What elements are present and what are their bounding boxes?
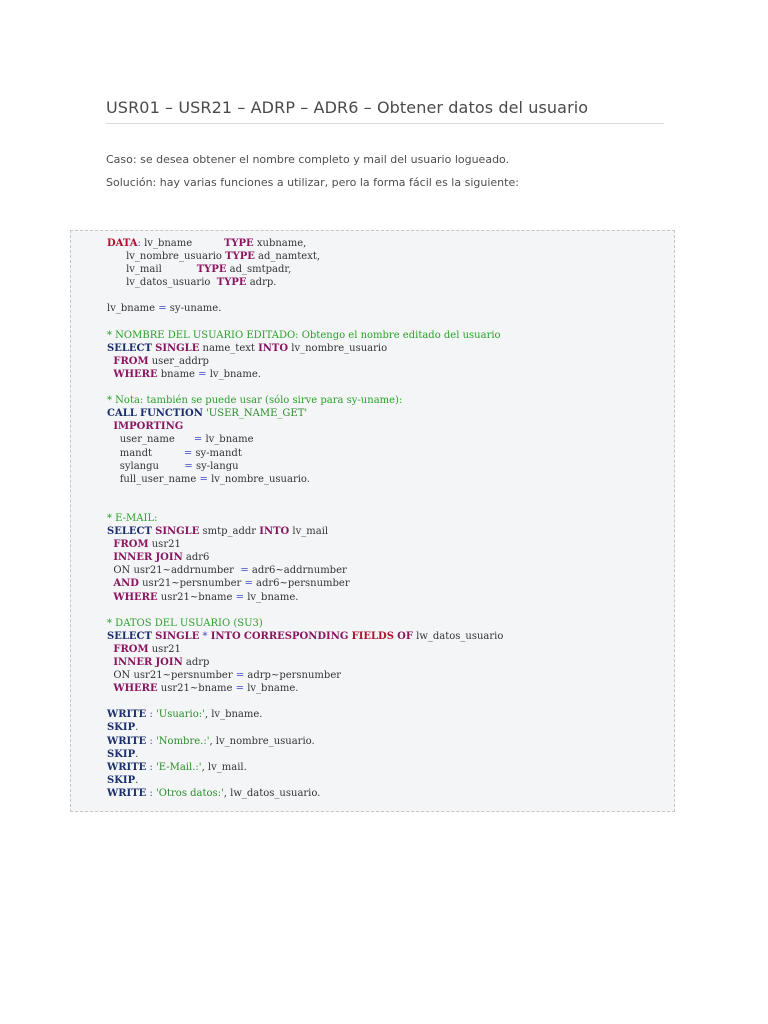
code-token: = xyxy=(183,447,193,459)
code-token: SKIP xyxy=(107,774,136,786)
code-token: = xyxy=(198,368,207,380)
code-token: user_name xyxy=(107,434,194,446)
code-token: SINGLE xyxy=(155,526,200,538)
code-line xyxy=(107,748,503,761)
code-token: : xyxy=(149,787,153,799)
code-token: lw_datos_usuario xyxy=(412,630,504,642)
code-line xyxy=(107,368,503,381)
code-token: xubname, xyxy=(253,238,307,249)
code-token: , lv_bname. xyxy=(204,709,263,721)
code-token: = xyxy=(235,683,245,695)
code-token: ON usr21~addrnumber xyxy=(107,565,241,577)
code-token: WHERE xyxy=(113,368,158,380)
code-token: 'Usuario:' xyxy=(156,709,205,721)
code-line xyxy=(107,630,503,643)
code-token: INTO xyxy=(258,342,289,354)
code-token: mandt xyxy=(107,447,184,459)
code-token: 'E-Mail.:' xyxy=(156,761,202,773)
code-line xyxy=(107,289,503,302)
code-token: * xyxy=(202,630,208,642)
code-line xyxy=(107,695,503,708)
code-token: = xyxy=(244,578,253,590)
code-token: = xyxy=(235,591,245,603)
code-line xyxy=(107,447,503,460)
code-token: sy-langu xyxy=(192,460,239,472)
code-line xyxy=(107,721,503,734)
code-token: lv_mail xyxy=(107,264,197,276)
code-token: adr6 xyxy=(182,552,210,564)
code-token: ad_namtext, xyxy=(254,251,321,263)
solution-paragraph: Solución: hay varias funciones a utilizar, pero la forma fácil es la siguiente: xyxy=(106,176,519,189)
code-token: ad_smtpadr, xyxy=(226,264,292,276)
code-token: : xyxy=(137,238,141,249)
code-token: INNER xyxy=(113,552,153,564)
code-token: INTO xyxy=(259,526,290,538)
code-token: adrp. xyxy=(246,277,277,289)
code-line xyxy=(107,669,503,682)
code-token: JOIN xyxy=(155,657,183,668)
code-listing xyxy=(107,237,503,800)
code-token: WHERE xyxy=(113,591,158,603)
code-token: 'Nombre.:' xyxy=(156,735,210,747)
code-token: = xyxy=(199,473,208,485)
code-token: : xyxy=(149,709,153,721)
code-token: = xyxy=(240,565,249,577)
code-line xyxy=(107,407,503,420)
code-token: WHERE xyxy=(113,683,158,695)
code-token: usr21~persnumber xyxy=(138,578,245,590)
code-token: DATA xyxy=(107,238,138,249)
code-line xyxy=(107,433,503,446)
code-token: full_user_name xyxy=(107,473,200,485)
code-token: CORRESPONDING xyxy=(243,630,349,642)
code-token: SELECT xyxy=(107,630,152,642)
code-line xyxy=(107,538,503,551)
code-token: . xyxy=(135,722,139,734)
code-token: WRITE xyxy=(107,735,147,747)
code-token: lv_nombre_usuario. xyxy=(207,473,310,485)
code-token: TYPE xyxy=(225,251,255,263)
code-token: sy-uname. xyxy=(166,303,222,315)
code-token: SKIP xyxy=(107,748,136,760)
code-token: . xyxy=(135,774,139,786)
code-token: lv_nombre_usuario xyxy=(107,251,226,263)
page-title: USR01 – USR21 – ADRP – ADR6 – Obtener datos del usuario xyxy=(106,98,664,124)
code-token: : xyxy=(149,735,153,747)
code-line xyxy=(107,237,503,250)
code-line xyxy=(107,774,503,787)
code-line xyxy=(107,761,503,774)
code-token: JOIN xyxy=(155,552,183,564)
code-line xyxy=(107,643,503,656)
code-line xyxy=(107,512,503,525)
code-block xyxy=(70,230,675,812)
code-token: FIELDS xyxy=(351,630,394,642)
code-line xyxy=(107,460,503,473)
code-line xyxy=(107,735,503,748)
code-token: = xyxy=(235,670,245,682)
code-line xyxy=(107,617,503,630)
code-token: SINGLE xyxy=(155,342,200,354)
code-line xyxy=(107,591,503,604)
code-line xyxy=(107,787,503,800)
code-line xyxy=(107,342,503,355)
code-token: INNER xyxy=(113,657,153,668)
code-token: smtp_addr xyxy=(199,526,260,538)
code-line xyxy=(107,499,503,512)
code-token: = xyxy=(193,434,203,446)
code-token: user_addrp xyxy=(148,355,209,367)
code-token: = xyxy=(184,460,193,472)
code-token: lv_bname xyxy=(107,303,159,315)
code-line xyxy=(107,276,503,289)
code-token: lv_bname xyxy=(202,434,254,446)
code-token: 'Otros datos:' xyxy=(156,787,224,799)
code-token: * E-MAIL: xyxy=(107,512,158,524)
code-token: bname xyxy=(157,368,199,380)
code-token: lv_bname. xyxy=(244,683,299,695)
code-token: usr21~bname xyxy=(157,591,236,603)
code-token: TYPE xyxy=(216,277,247,289)
code-token: SKIP xyxy=(107,722,136,734)
code-token: * NOMBRE DEL USUARIO EDITADO: Obtengo el nombre editado del usuario xyxy=(107,329,501,341)
code-token: : xyxy=(149,761,153,773)
code-token: SELECT xyxy=(107,526,152,538)
code-token: . xyxy=(135,748,139,760)
code-token: IMPORTING xyxy=(113,421,184,433)
code-line xyxy=(107,551,503,564)
code-line xyxy=(107,525,503,538)
code-line xyxy=(107,577,503,590)
code-token: adrp~persnumber xyxy=(244,670,342,682)
code-token: = xyxy=(158,303,167,315)
code-token: FROM xyxy=(113,355,149,367)
code-token: SINGLE xyxy=(155,630,200,642)
code-token: usr21~bname xyxy=(157,683,236,695)
code-line xyxy=(107,564,503,577)
code-token: , lv_mail. xyxy=(201,761,247,773)
code-token: TYPE xyxy=(196,264,227,276)
code-token: WRITE xyxy=(107,787,147,799)
code-token: FROM xyxy=(113,643,149,655)
code-line xyxy=(107,394,503,407)
code-token: lv_nombre_usuario xyxy=(288,342,388,354)
code-token: ON usr21~persnumber xyxy=(107,670,236,682)
code-token: adrp xyxy=(182,657,210,668)
code-token: , lv_nombre_usuario. xyxy=(209,735,315,747)
code-token: AND xyxy=(113,578,139,590)
code-token: * Nota: también se puede usar (sólo sirve para sy-uname): xyxy=(107,395,403,407)
code-token: sy-mandt xyxy=(192,447,242,459)
code-line xyxy=(107,486,503,499)
code-token: WRITE xyxy=(107,709,147,721)
code-line xyxy=(107,329,503,342)
code-token: FROM xyxy=(113,539,149,551)
code-token: TYPE xyxy=(223,238,254,249)
code-line xyxy=(107,473,503,486)
code-token: lv_bname xyxy=(140,238,224,249)
code-token: * DATOS DEL USUARIO (SU3) xyxy=(107,617,263,629)
code-token: CALL xyxy=(107,408,137,420)
code-token: INTO xyxy=(210,630,241,642)
code-line xyxy=(107,263,503,276)
code-line xyxy=(107,420,503,433)
code-token: name_text xyxy=(199,342,259,354)
code-token: FUNCTION xyxy=(139,408,203,420)
code-token: sylangu xyxy=(107,460,185,472)
code-token: usr21 xyxy=(148,539,181,551)
code-token: lv_datos_usuario xyxy=(107,277,217,289)
code-token: , lw_datos_usuario. xyxy=(223,787,321,799)
code-token: adr6~persnumber xyxy=(252,578,350,590)
code-token: 'USER_NAME_GET' xyxy=(206,408,308,420)
code-token: adr6~addrnumber xyxy=(248,565,347,577)
code-token: lv_mail xyxy=(289,526,329,538)
code-token: lv_bname. xyxy=(244,591,299,603)
code-line xyxy=(107,604,503,617)
code-line xyxy=(107,316,503,329)
code-token: SELECT xyxy=(107,342,152,354)
code-line xyxy=(107,381,503,394)
code-line xyxy=(107,708,503,721)
code-token: OF xyxy=(397,630,413,642)
code-token: usr21 xyxy=(148,643,181,655)
code-line xyxy=(107,656,503,669)
code-line xyxy=(107,355,503,368)
code-token: lv_bname. xyxy=(206,368,261,380)
case-paragraph: Caso: se desea obtener el nombre completo y mail del usuario logueado. xyxy=(106,153,510,166)
code-line xyxy=(107,250,503,263)
code-line xyxy=(107,302,503,315)
code-token: WRITE xyxy=(107,761,147,773)
code-line xyxy=(107,682,503,695)
